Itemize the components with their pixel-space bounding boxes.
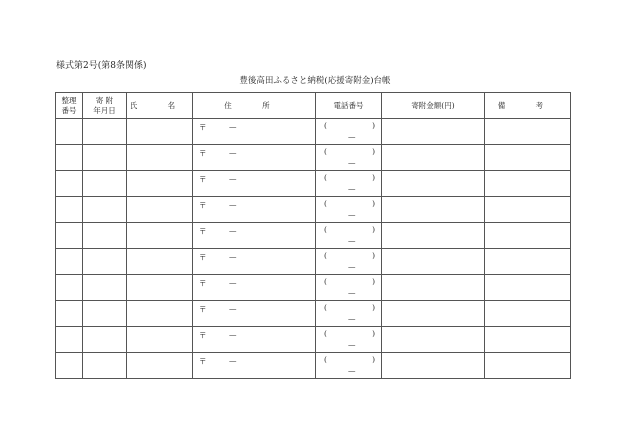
phone-number-dash: — (348, 132, 356, 141)
area-code-close-paren: ) (372, 225, 375, 234)
header-donation-amount: 寄附金額(円) (382, 93, 485, 119)
reference-number-cell[interactable] (56, 275, 83, 301)
reference-number-cell[interactable] (56, 197, 83, 223)
reference-number-cell[interactable] (56, 353, 83, 379)
postal-code-dash: — (229, 122, 237, 131)
area-code-close-paren: ) (372, 147, 375, 156)
donor-name-cell[interactable] (127, 301, 193, 327)
postal-mark-icon: 〒 (199, 149, 207, 158)
remarks-cell[interactable] (485, 327, 571, 353)
postal-code-dash: — (229, 304, 237, 313)
address-cell[interactable] (193, 145, 316, 171)
header-donation-date: 寄 附 年月日 (83, 93, 127, 119)
document-title: 豊後高田ふるさと納税(応援寄附金)台帳 (239, 76, 391, 86)
address-cell[interactable] (193, 119, 316, 145)
remarks-cell[interactable] (485, 145, 571, 171)
reference-number-cell[interactable] (56, 249, 83, 275)
remarks-cell[interactable] (485, 301, 571, 327)
area-code-open-paren: ( (324, 225, 327, 234)
postal-code-dash: — (229, 356, 237, 365)
postal-mark-icon: 〒 (199, 123, 207, 132)
ledger-row (56, 301, 571, 327)
phone-number-cell[interactable] (316, 353, 382, 379)
area-code-close-paren: ) (372, 199, 375, 208)
form-number-label: 様式第2号(第8条関係) (56, 61, 147, 71)
phone-number-dash: — (348, 184, 356, 193)
remarks-cell[interactable] (485, 353, 571, 379)
postal-code-dash: — (229, 278, 237, 287)
phone-number-cell[interactable] (316, 197, 382, 223)
donation-date-cell[interactable] (83, 145, 127, 171)
postal-mark-icon: 〒 (199, 253, 207, 262)
postal-mark-icon: 〒 (199, 305, 207, 314)
reference-number-cell[interactable] (56, 301, 83, 327)
header-address: 住 所 (193, 93, 316, 119)
donation-date-cell[interactable] (83, 275, 127, 301)
area-code-open-paren: ( (324, 303, 327, 312)
area-code-open-paren: ( (324, 121, 327, 130)
postal-mark-icon: 〒 (199, 175, 207, 184)
area-code-open-paren: ( (324, 355, 327, 364)
postal-code-dash: — (229, 148, 237, 157)
phone-number-cell[interactable] (316, 223, 382, 249)
phone-number-cell[interactable] (316, 249, 382, 275)
donation-amount-cell[interactable] (382, 301, 485, 327)
reference-number-cell[interactable] (56, 327, 83, 353)
phone-number-dash: — (348, 366, 356, 375)
address-cell[interactable] (193, 327, 316, 353)
address-cell[interactable] (193, 197, 316, 223)
phone-number-cell[interactable] (316, 301, 382, 327)
donation-date-cell[interactable] (83, 119, 127, 145)
postal-mark-icon: 〒 (199, 227, 207, 236)
area-code-close-paren: ) (372, 251, 375, 260)
postal-code-dash: — (229, 200, 237, 209)
address-cell[interactable] (193, 353, 316, 379)
donor-name-cell[interactable] (127, 197, 193, 223)
donation-amount-cell[interactable] (382, 223, 485, 249)
phone-number-cell[interactable] (316, 327, 382, 353)
phone-number-dash: — (348, 314, 356, 323)
donation-amount-cell[interactable] (382, 119, 485, 145)
area-code-close-paren: ) (372, 173, 375, 182)
ledger-row (56, 197, 571, 223)
address-cell[interactable] (193, 171, 316, 197)
phone-number-dash: — (348, 158, 356, 167)
phone-number-dash: — (348, 288, 356, 297)
donor-name-cell[interactable] (127, 223, 193, 249)
header-row (56, 93, 571, 119)
postal-code-dash: — (229, 226, 237, 235)
area-code-close-paren: ) (372, 277, 375, 286)
area-code-close-paren: ) (372, 329, 375, 338)
ledger-body (56, 119, 571, 379)
remarks-cell[interactable] (485, 275, 571, 301)
remarks-cell[interactable] (485, 171, 571, 197)
donation-date-cell[interactable] (83, 327, 127, 353)
phone-number-dash: — (348, 340, 356, 349)
phone-number-cell[interactable] (316, 145, 382, 171)
postal-code-dash: — (229, 174, 237, 183)
ledger-row (56, 171, 571, 197)
donation-date-cell[interactable] (83, 301, 127, 327)
ledger-row (56, 223, 571, 249)
area-code-open-paren: ( (324, 329, 327, 338)
donor-name-cell[interactable] (127, 119, 193, 145)
ledger-row (56, 353, 571, 379)
phone-number-cell[interactable] (316, 171, 382, 197)
address-cell[interactable] (193, 249, 316, 275)
donor-name-cell[interactable] (127, 145, 193, 171)
reference-number-cell[interactable] (56, 171, 83, 197)
postal-mark-icon: 〒 (199, 331, 207, 340)
donor-name-cell[interactable] (127, 249, 193, 275)
area-code-open-paren: ( (324, 147, 327, 156)
area-code-close-paren: ) (372, 303, 375, 312)
ledger-row (56, 275, 571, 301)
postal-code-dash: — (229, 330, 237, 339)
remarks-cell[interactable] (485, 197, 571, 223)
area-code-open-paren: ( (324, 277, 327, 286)
phone-number-cell[interactable] (316, 275, 382, 301)
donation-amount-cell[interactable] (382, 145, 485, 171)
donation-date-cell[interactable] (83, 353, 127, 379)
remarks-cell[interactable] (485, 119, 571, 145)
donation-date-cell[interactable] (83, 223, 127, 249)
ledger-row (56, 327, 571, 353)
area-code-open-paren: ( (324, 251, 327, 260)
donation-amount-cell[interactable] (382, 275, 485, 301)
phone-number-dash: — (348, 236, 356, 245)
postal-mark-icon: 〒 (199, 201, 207, 210)
remarks-cell[interactable] (485, 223, 571, 249)
donor-name-cell[interactable] (127, 171, 193, 197)
donation-amount-cell[interactable] (382, 171, 485, 197)
donor-name-cell[interactable] (127, 327, 193, 353)
ledger-row (56, 145, 571, 171)
donation-date-cell[interactable] (83, 197, 127, 223)
address-cell[interactable] (193, 223, 316, 249)
donor-name-cell[interactable] (127, 353, 193, 379)
header-remarks: 備 考 (485, 93, 571, 119)
donation-amount-cell[interactable] (382, 197, 485, 223)
area-code-open-paren: ( (324, 173, 327, 182)
phone-number-cell[interactable] (316, 119, 382, 145)
header-name: 氏 名 (127, 93, 193, 119)
area-code-close-paren: ) (372, 121, 375, 130)
donation-amount-cell[interactable] (382, 249, 485, 275)
header-reference-number: 整理 番号 (56, 93, 83, 119)
postal-code-dash: — (229, 252, 237, 261)
reference-number-cell[interactable] (56, 223, 83, 249)
donation-date-cell[interactable] (83, 171, 127, 197)
reference-number-cell[interactable] (56, 145, 83, 171)
postal-mark-icon: 〒 (199, 279, 207, 288)
address-cell[interactable] (193, 275, 316, 301)
postal-mark-icon: 〒 (199, 357, 207, 366)
ledger-row (56, 119, 571, 145)
phone-number-dash: — (348, 210, 356, 219)
area-code-close-paren: ) (372, 355, 375, 364)
donor-name-cell[interactable] (127, 275, 193, 301)
phone-number-dash: — (348, 262, 356, 271)
reference-number-cell[interactable] (56, 119, 83, 145)
header-phone-number: 電話番号 (316, 93, 382, 119)
donation-ledger-table (55, 92, 571, 379)
ledger-row (56, 249, 571, 275)
donation-amount-cell[interactable] (382, 353, 485, 379)
remarks-cell[interactable] (485, 249, 571, 275)
donation-amount-cell[interactable] (382, 327, 485, 353)
area-code-open-paren: ( (324, 199, 327, 208)
donation-date-cell[interactable] (83, 249, 127, 275)
address-cell[interactable] (193, 301, 316, 327)
